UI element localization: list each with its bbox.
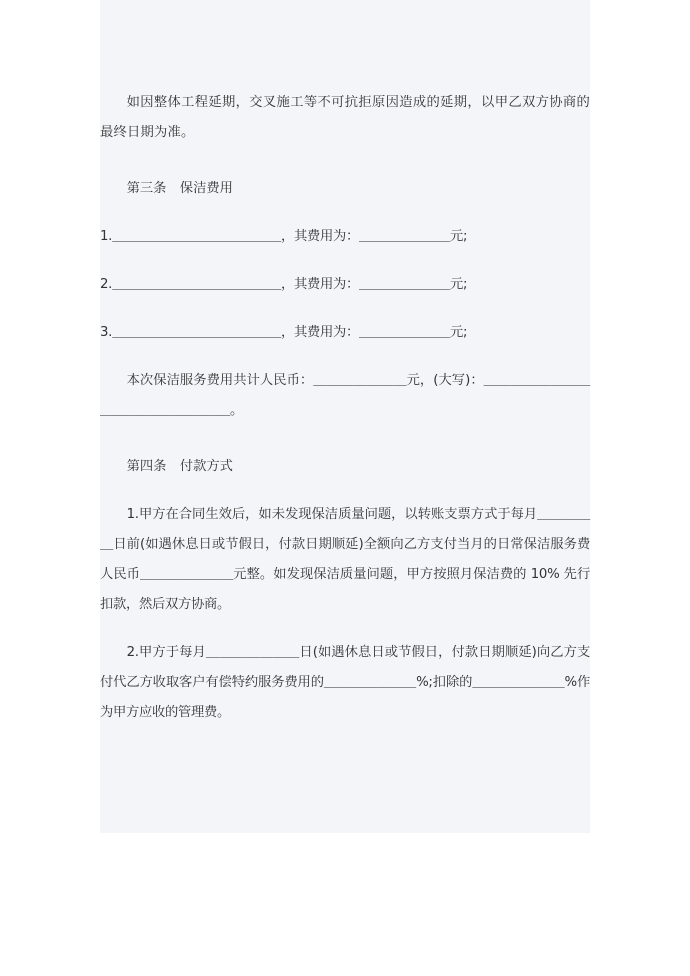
spacer xyxy=(100,204,590,222)
section-three-heading: 第三条 保洁费用 xyxy=(126,181,233,196)
spacer xyxy=(100,300,590,318)
spacer xyxy=(100,482,590,500)
spacer xyxy=(100,148,590,174)
intro-paragraph: 如因整体工程延期，交叉施工等不可抗拒原因造成的延期，以甲乙双方协商的最终日期为准。 xyxy=(100,95,590,140)
fee-item-2: 2.＿＿＿＿＿＿＿＿＿＿＿＿＿，其费用为：＿＿＿＿＿＿＿元; xyxy=(100,277,468,292)
fee-item-1: 1.＿＿＿＿＿＿＿＿＿＿＿＿＿，其费用为：＿＿＿＿＿＿＿元; xyxy=(100,229,468,244)
payment-item-2: 2.甲方于每月＿＿＿＿＿＿＿日(如遇休息日或节假日，付款日期顺延)向乙方支付代乙方收取客户有偿特约服务费用的＿＿＿＿＿＿＿%;扣除的＿＿＿＿＿＿＿%作为甲方应收的管理费。 xyxy=(100,645,590,720)
section-four-heading: 第四条 付款方式 xyxy=(126,459,233,474)
spacer xyxy=(100,620,590,638)
fee-item-3: 3.＿＿＿＿＿＿＿＿＿＿＿＿＿，其费用为：＿＿＿＿＿＿＿元; xyxy=(100,325,468,340)
spacer xyxy=(100,252,590,270)
document-content xyxy=(100,0,590,833)
spacer xyxy=(100,426,590,452)
payment-item-1: 1.甲方在合同生效后，如未发现保洁质量问题，以转账支票方式于每月＿＿＿＿＿日前(如遇休息日或节假日，付款日期顺延)全额向乙方支付当月的日常保洁服务费人民币＿＿＿＿＿＿＿元整。如发现保洁质量问题，甲方按照月保洁费的 10% 先行扣款，然后双方协商。 xyxy=(100,507,590,612)
fee-total-line: 本次保洁服务费用共计人民币：＿＿＿＿＿＿＿元，(大写)：＿＿＿＿＿＿＿＿＿＿＿＿＿＿＿＿＿＿。 xyxy=(100,373,590,418)
spacer xyxy=(100,348,590,366)
